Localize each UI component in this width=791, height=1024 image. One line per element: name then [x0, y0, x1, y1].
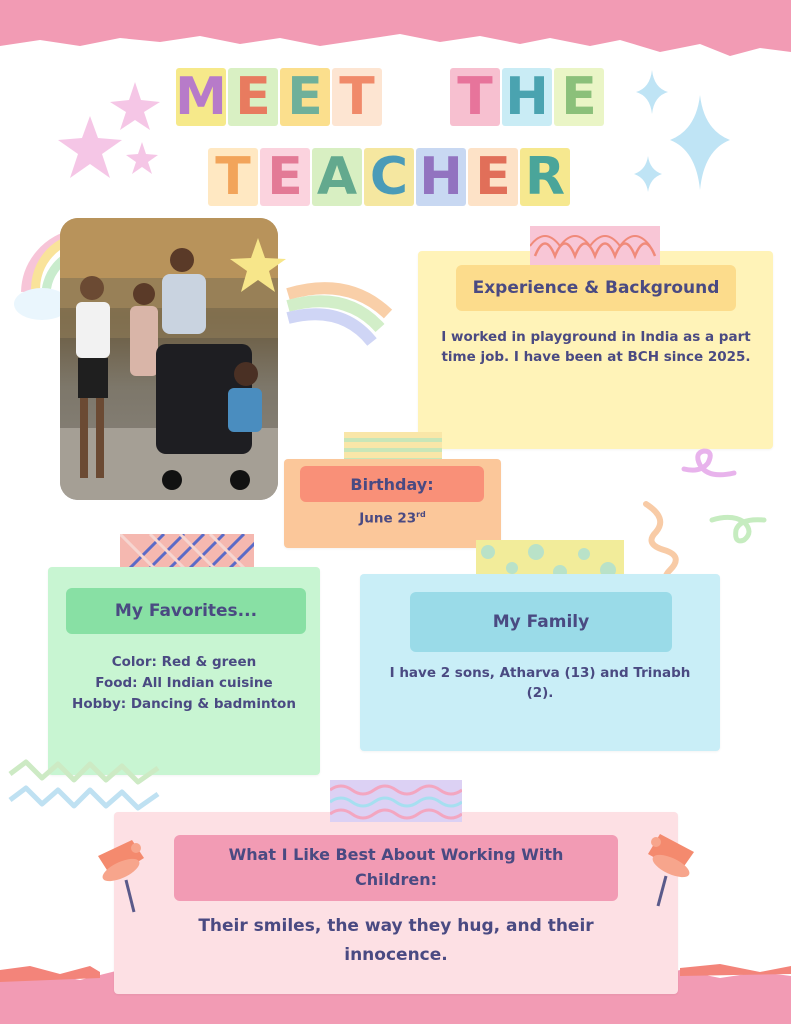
best-text-line: Their smiles, the way they hug, and their — [198, 916, 594, 936]
family-text — [370, 664, 710, 703]
title-letter: T — [332, 68, 382, 126]
pink-stars-decoration — [40, 78, 170, 188]
blue-sparkles-decoration — [620, 70, 740, 210]
family-text-line: I have 2 sons, Atharva (13) and Trinabh — [389, 665, 691, 681]
green-swirl-decoration — [708, 510, 768, 550]
best-text — [124, 912, 668, 970]
scribble-tape — [530, 226, 660, 266]
swirl-decoration — [680, 445, 740, 485]
birthday-date-row — [284, 509, 501, 529]
family-text-line: (2). — [526, 684, 554, 701]
title-letter: H — [502, 68, 552, 126]
favorite-hobby: Hobby: Dancing & badminton — [72, 695, 296, 712]
best-heading — [174, 835, 618, 901]
birthday-date: June 23 — [359, 510, 417, 527]
star-rainbow-decoration — [228, 236, 398, 351]
best-heading-line: What I Like Best About Working With — [228, 845, 564, 865]
experience-heading: Experience & Background — [456, 265, 736, 311]
title-letter: E — [554, 68, 604, 126]
title-letter: T — [450, 68, 500, 126]
birthday-heading: Birthday: — [300, 466, 484, 502]
title-letter: C — [364, 148, 414, 206]
pushpin-right-icon — [640, 830, 700, 910]
title-line-1b — [450, 68, 604, 126]
favorites-list — [48, 652, 320, 715]
title-letter: E — [280, 68, 330, 126]
title-letter: H — [416, 148, 466, 206]
experience-text-line: I worked in playground in India as a part — [441, 329, 751, 345]
title-letter: R — [520, 148, 570, 206]
experience-text — [430, 328, 762, 367]
title-line-2 — [208, 148, 570, 206]
title-line-1 — [176, 68, 382, 126]
favorite-food: Food: All Indian cuisine — [95, 674, 273, 691]
best-heading-line: Children: — [354, 870, 438, 889]
pushpin-left-icon — [92, 836, 152, 916]
family-heading: My Family — [410, 592, 672, 652]
title-letter: E — [260, 148, 310, 206]
experience-text-line: time job. I have been at BCH since 2025. — [441, 348, 751, 365]
title-letter: E — [228, 68, 278, 126]
title-letter: A — [312, 148, 362, 206]
favorites-heading: My Favorites... — [66, 588, 306, 634]
title-letter: E — [468, 148, 518, 206]
best-text-line: innocence. — [344, 944, 448, 965]
torn-paper-top-border — [0, 0, 791, 60]
wavy-tape — [330, 780, 462, 822]
title-letter: M — [175, 67, 227, 127]
birthday-suffix: rd — [416, 510, 426, 519]
title-letter: T — [208, 148, 258, 206]
favorite-color: Color: Red & green — [111, 654, 257, 670]
